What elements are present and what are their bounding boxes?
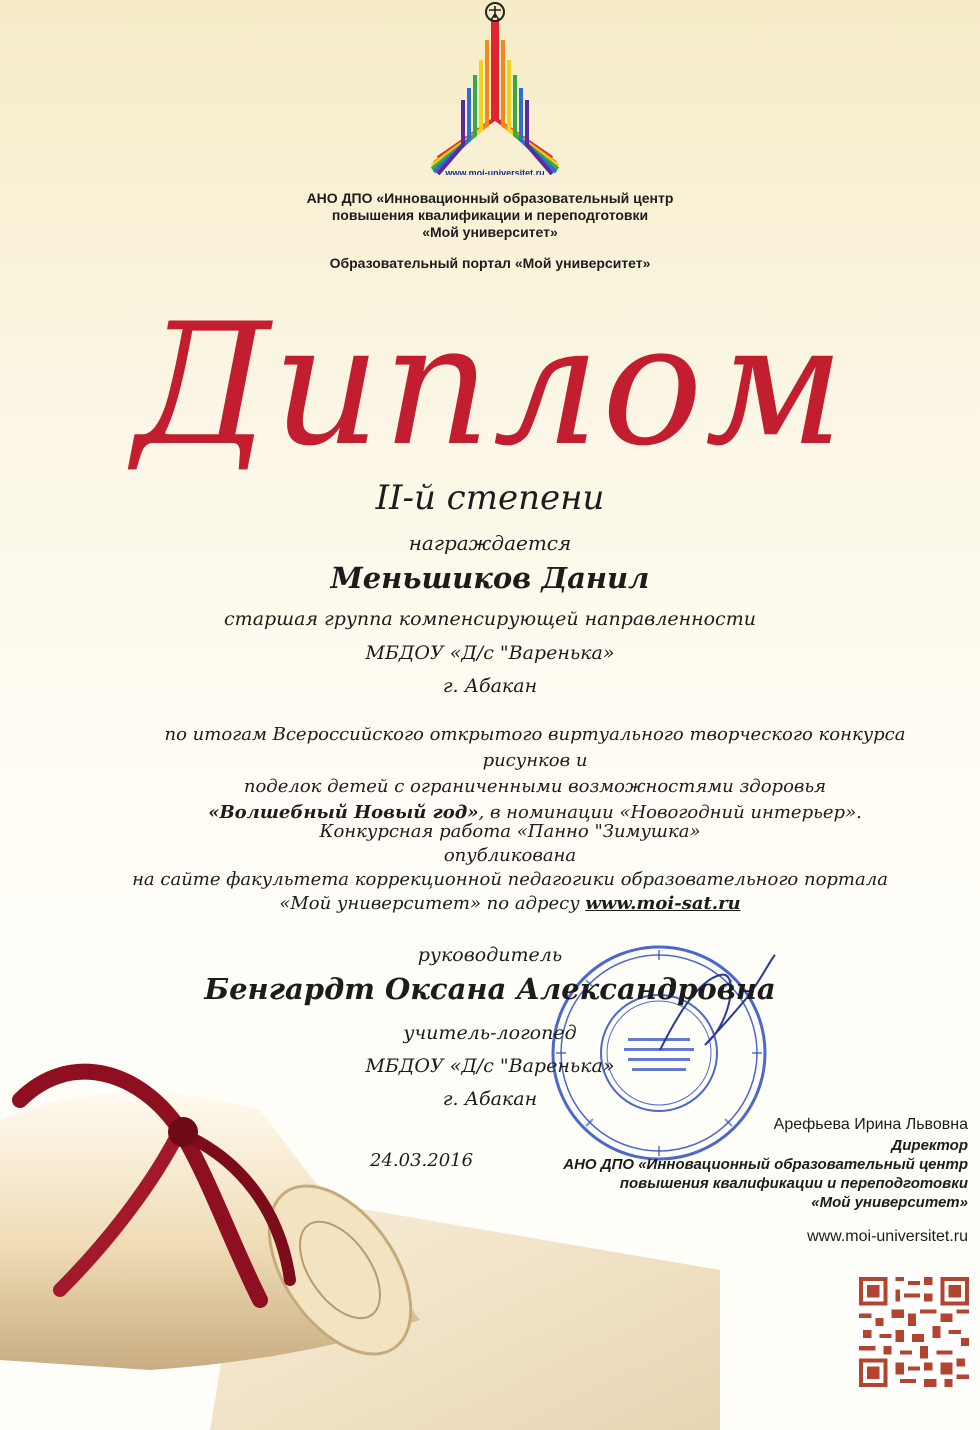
work-line: опубликована <box>443 845 577 866</box>
logo-url: www.moi-universitet.ru <box>445 168 545 175</box>
work-info <box>60 820 960 916</box>
work-line: на сайте факультета коррекционной педагогики образовательного портала <box>132 869 888 890</box>
university-logo <box>430 0 560 175</box>
supervisor-school: МБДОУ «Д/с "Варенька» <box>365 1055 615 1077</box>
site-link[interactable]: www.moi-universitet.ru <box>807 1228 968 1245</box>
awardee-school: МБДОУ «Д/с "Варенька» <box>365 642 615 664</box>
director-name: Арефьева Ирина Львовна <box>773 1116 968 1133</box>
work-address-label: «Мой университет» по адресу <box>279 893 586 914</box>
director-block <box>563 1115 968 1212</box>
director-org-line: АНО ДПО «Инновационный образовательный центр <box>563 1156 968 1173</box>
description-line: по итогам Всероссийского открытого виртуального творческого конкурса рисунков и <box>164 724 906 771</box>
contest-name: «Волшебный Новый год» <box>208 802 479 823</box>
director-org-line: «Мой университет» <box>811 1194 968 1211</box>
supervisor-label: руководитель <box>417 944 563 966</box>
supervisor-city: г. Абакан <box>442 1088 538 1110</box>
awarded-label: награждается <box>408 531 572 555</box>
qr-code[interactable] <box>855 1273 973 1391</box>
portal-name: Образовательный портал «Мой университет» <box>329 255 651 271</box>
work-url-link[interactable]: www.moi-sat.ru <box>585 893 741 914</box>
awardee-name: Меньшиков Данил <box>330 561 650 595</box>
awardee-city: г. Абакан <box>442 675 538 697</box>
nomination: , в номинации «Новогодний интерьер». <box>478 802 862 823</box>
work-line: Конкурсная работа «Панно "Зимушка» <box>319 821 701 842</box>
contest-description <box>120 722 950 826</box>
supervisor-name: Бенгардт Оксана Александровна <box>204 972 776 1006</box>
org-header <box>0 190 980 241</box>
awardee-group: старшая группа компенсирующей направленности <box>224 608 756 630</box>
work-line <box>60 892 960 916</box>
director-org-line: повышения квалификации и переподготовки <box>619 1175 968 1192</box>
director-position: Директор <box>891 1137 968 1154</box>
diploma-title: Диплом <box>133 287 847 483</box>
org-line: «Мой университет» <box>422 224 558 240</box>
description-line: поделок детей с ограниченными возможностями здоровья <box>243 776 827 797</box>
org-line: АНО ДПО «Инновационный образовательный центр <box>306 190 674 206</box>
degree: II-й степени <box>375 478 605 518</box>
supervisor-position: учитель-логопед <box>403 1022 577 1044</box>
issue-date: 24.03.2016 <box>370 1150 474 1171</box>
org-line: повышения квалификации и переподготовки <box>331 207 649 223</box>
